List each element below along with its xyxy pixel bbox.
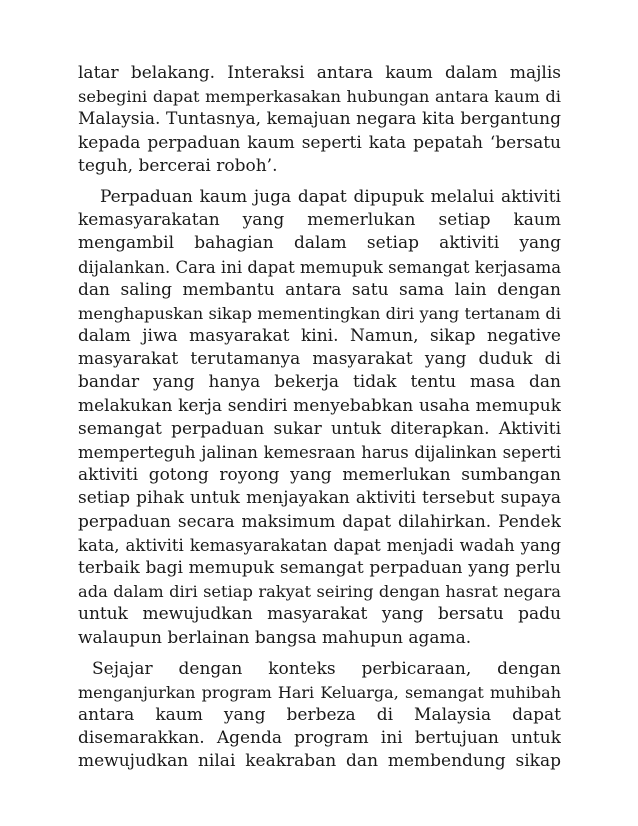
text-line: setiap pihak untuk menjayakan aktiviti tersebut supaya <box>78 488 561 509</box>
text-line: masyarakat terutamanya masyarakat yang duduk di <box>78 349 561 370</box>
text-line: mengambil bahagian dalam setiap aktiviti yang <box>78 233 561 254</box>
text-line: memperteguh jalinan kemesraan harus dijalinkan seperti <box>78 443 561 462</box>
text-line: antara kaum yang berbeza di Malaysia dapat <box>78 705 561 726</box>
text-line: mewujudkan nilai keakraban dan membendung sikap <box>78 751 561 772</box>
text-line: dijalankan. Cara ini dapat memupuk semangat kerjasama <box>78 257 561 277</box>
text-line: kepada perpaduan kaum seperti kata pepatah ‘bersatu <box>78 132 561 153</box>
text-line: latar belakang. Interaksi antara kaum dalam majlis <box>78 63 561 83</box>
text-line: untuk mewujudkan masyarakat yang bersatu padu <box>78 604 561 625</box>
text-line: kata, aktiviti kemasyarakatan dapat menjadi wadah yang <box>78 535 561 555</box>
text-line: semangat perpaduan sukar untuk diterapkan. Aktiviti <box>78 418 561 439</box>
text-line: disemarakkan. Agenda program ini bertujuan untuk <box>78 728 561 749</box>
text-line: Sejajar dengan konteks perbicaraan, dengan <box>92 658 561 679</box>
text-line: terbaik bagi memupuk semangat perpaduan yang perlu <box>78 557 561 578</box>
text-line: Malaysia. Tuntasnya, kemajuan negara kita bergantung <box>78 109 561 130</box>
text-line: walaupun berlainan bangsa mahupun agama. <box>78 627 472 648</box>
text-line: aktiviti gotong royong yang memerlukan sumbangan <box>78 465 561 486</box>
document-page <box>78 62 561 774</box>
text-line: teguh, bercerai roboh’. <box>78 155 278 176</box>
text-line: melakukan kerja sendiri menyebabkan usaha memupuk <box>78 395 561 416</box>
text-line: Perpaduan kaum juga dapat dipupuk melalui aktiviti <box>100 186 561 207</box>
text-line: bandar yang hanya bekerja tidak tentu masa dan <box>78 372 561 393</box>
text-line: menganjurkan program Hari Keluarga, semangat muhibah <box>78 682 561 702</box>
paragraph <box>78 658 561 774</box>
text-line: dan saling membantu antara satu sama lain dengan <box>78 279 561 300</box>
text-line: dalam jiwa masyarakat kini. Namun, sikap negative <box>78 326 561 347</box>
text-line: menghapuskan sikap mementingkan diri yang tertanam di <box>78 303 561 323</box>
text-line: sebegini dapat memperkasakan hubungan antara kaum di <box>78 87 561 107</box>
paragraph <box>78 62 561 178</box>
text-line: ada dalam diri setiap rakyat seiring dengan hasrat negara <box>78 582 561 602</box>
paragraph <box>78 186 561 650</box>
text-line: kemasyarakatan yang memerlukan setiap kaum <box>78 210 561 231</box>
text-line: perpaduan secara maksimum dapat dilahirkan. Pendek <box>78 511 561 532</box>
